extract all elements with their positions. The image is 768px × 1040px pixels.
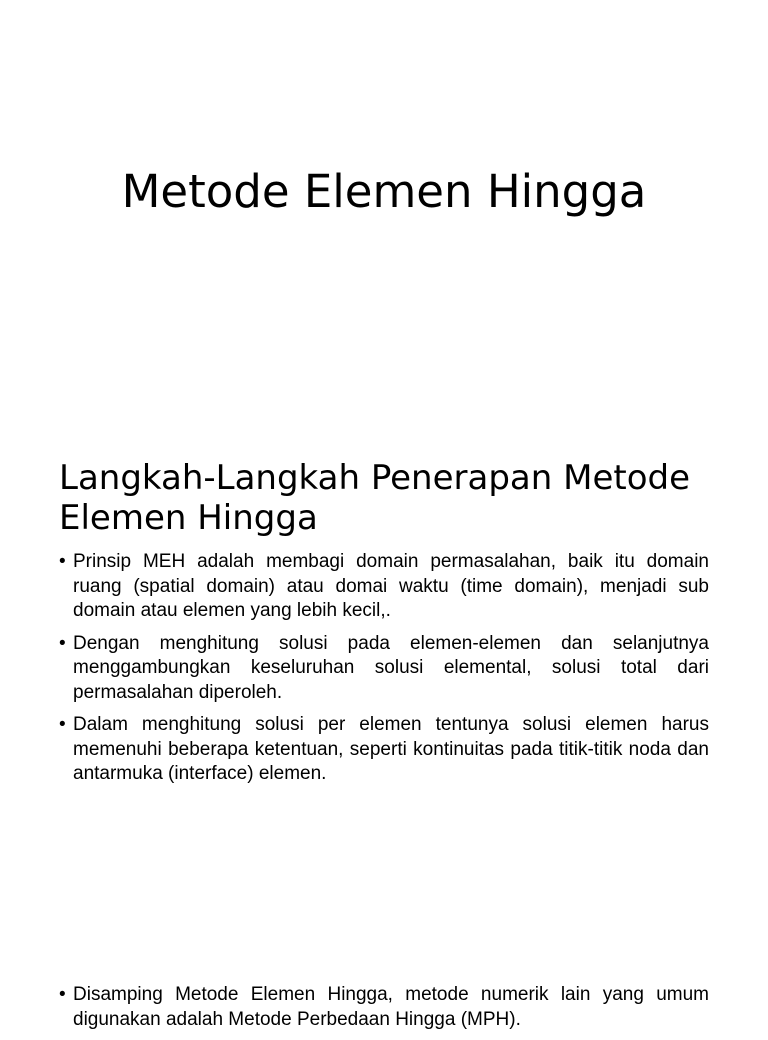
bullet-text: Dengan menghitung solusi pada elemen-elemen dan selanjutnya menggambungkan keseluruhan solusi elemental, solusi total dari permasalahan diperoleh. — [73, 632, 709, 703]
section-heading: Langkah-Langkah Penerapan Metode Elemen Hingga — [59, 458, 690, 538]
slide-title: Metode Elemen Hingga — [121, 165, 647, 218]
list-item — [59, 632, 709, 706]
bullet-text: Prinsip MEH adalah membagi domain permasalahan, baik itu domain ruang (spatial domain) atau domai waktu (time domain), menjadi sub domain atau elemen yang lebih kecil,. — [73, 551, 709, 621]
list-item — [59, 983, 709, 1032]
bullet-icon: • — [59, 984, 66, 1005]
list-item — [59, 713, 709, 787]
list-item — [59, 550, 709, 624]
bullet-text: Disamping Metode Elemen Hingga, metode numerik lain yang umum digunakan adalah Metode Perbedaan Hingga (MPH). — [73, 984, 709, 1030]
bullet-list — [59, 550, 709, 795]
bullet-icon: • — [59, 632, 66, 654]
bullet-list-continued — [59, 983, 709, 1040]
bullet-text: Dalam menghitung solusi per elemen tentunya solusi elemen harus memenuhi beberapa ketentuan, seperti kontinuitas pada titik-titik noda dan antarmuka (interface) elemen. — [73, 714, 709, 784]
bullet-icon: • — [59, 551, 66, 572]
bullet-icon: • — [59, 714, 66, 735]
